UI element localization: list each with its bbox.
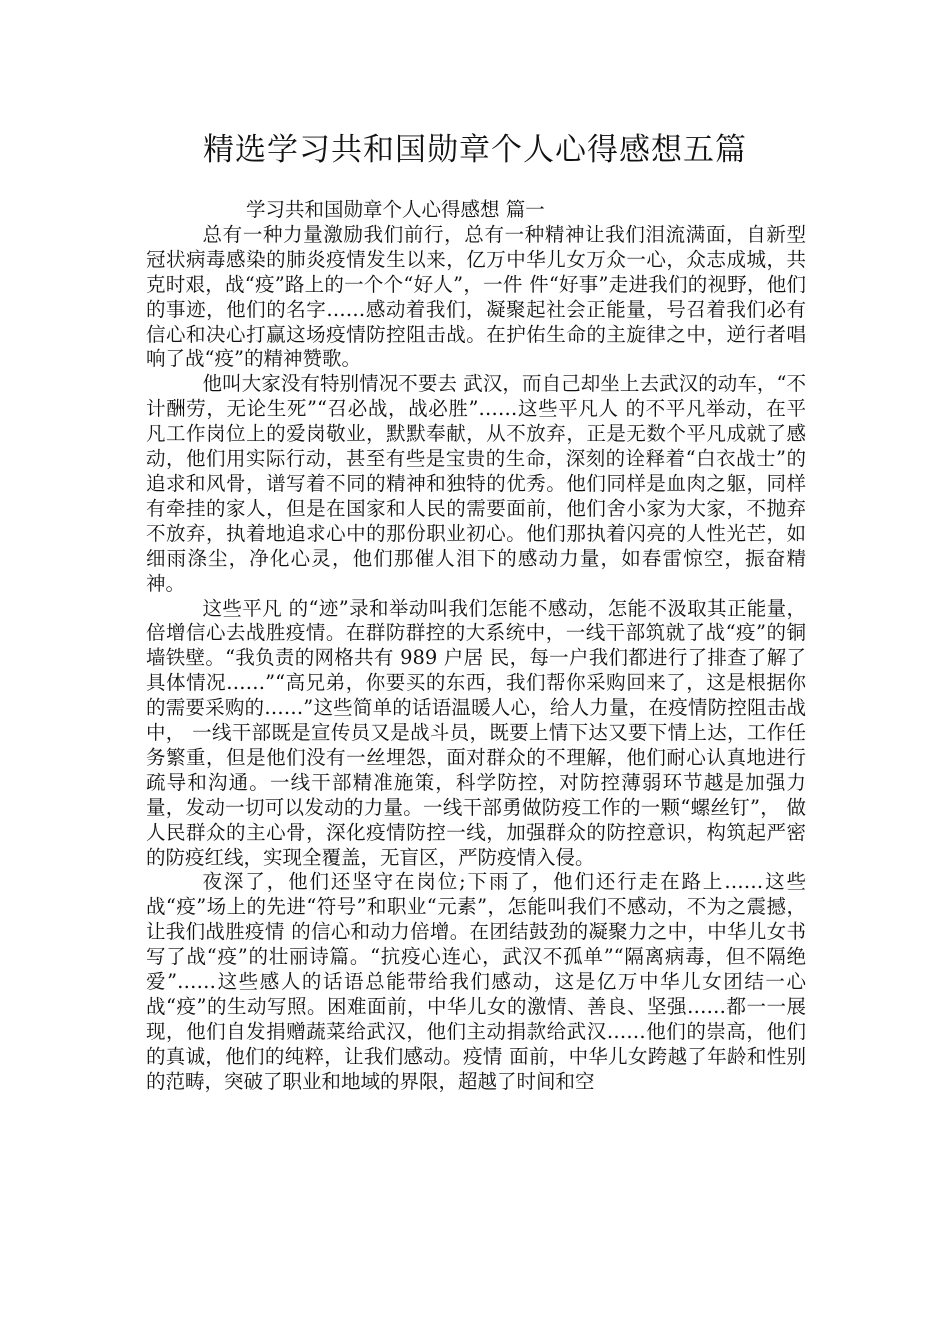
paragraph-1: 总有一种力量激励我们前行，总有一种精神让我们泪流满面，自新型冠状病毒感染的肺炎疫情发生以来，亿万中华儿女万众一心，众志成城，共克时艰，战“疫”路上的一个个“好人”，一件 件“好事”走进我们的视野，他们的事迹，他们的名字……感动着我们，凝聚起社会正能量，号召着我们必有信心和决心打赢这场疫情防控阻击战。在护佑生命的主旋律之中，逆行者唱响了战“疫”的精神赞歌。: [146, 222, 806, 371]
section-heading: 学习共和国勋章个人心得感想 篇一: [246, 198, 545, 221]
document-title: 精选学习共和国勋章个人心得感想五篇: [203, 132, 747, 168]
paragraph-3: 这些平凡 的“迹”录和举动叫我们怎能不感动，怎能不汲取其正能量，倍增信心去战胜疫情。在群防群控的大系统中，一线干部筑就了战“疫”的铜墙铁壁。“我负责的网格共有 989 户居 民，每一户我们都进行了排查了解了具体情况……”“高兄弟，你要买的东西，我们帮你采购回来了，这是根据你的需要采购的……”这些简单的话语温暖人心，给人力量，在疫情防控阻击战中， 一线干部既是宣传员又是战斗员，既要上情下达又要下情上达，工作任务繁重，但是他们没有一丝埋怨，面对群众的不理解，他们耐心认真地进行疏导和沟通。一线干部精准施策，科学防控，对防控薄弱环节越是加强力量，发动一切可以发动的力量。一线干部勇做防疫工作的一颗“螺丝钉”， 做人民群众的主心骨，深化疫情防控一线，加强群众的防控意识，构筑起严密的防疫红线，实现全覆盖，无盲区，严防疫情入侵。: [146, 596, 806, 869]
paragraph-4: 夜深了，他们还坚守在岗位;下雨了，他们还行走在路上……这些 战“疫”场上的先进“符号”和职业“元素”，怎能叫我们不感动，不为之震撼，让我们战胜疫情 的信心和动力倍增。在团结鼓劲的凝聚力之中，中华儿女书写了战“疫”的壮丽诗篇。“抗疫心连心，武汉不孤单”“隔离病毒，但不隔绝爱”……这些感人的话语总能带给我们感动，这是亿万中华儿女团结一心战“疫”的生动写照。困难面前，中华儿女的激情、善良、坚强……都一一展现，他们自发捐赠蔬菜给武汉，他们主动捐款给武汉……他们的崇高，他们的真诚，他们的纯粹，让我们感动。疫情 面前，中华儿女跨越了年龄和性别的范畴，突破了职业和地域的界限，超越了时间和空: [146, 870, 806, 1093]
paragraph-2: 他叫大家没有特别情况不要去 武汉，而自己却坐上去武汉的动车，“不计酬劳，无论生死”“召必战，战必胜”……这些平凡人 的不平凡举动，在平凡工作岗位上的爱岗敬业，默默奉献，从不放弃，正是无数个平凡成就了感动，他们用实际行动，甚至有些是宝贵的生命，深刻的诠释着“白衣战士”的追求和风骨，谱写着不同的精神和独特的优秀。他们同样是血肉之躯，同样有牵挂的家人，但是在国家和人民的需要面前，他们舍小家为大家，不抛弃不放弃，执着地追求心中的那份职业初心。他们那执着闪亮的人性光芒，如细雨涤尘，净化心灵，他们那催人泪下的感动力量，如春雷惊空，振奋精神。: [146, 372, 806, 595]
document-body: [146, 198, 806, 1095]
